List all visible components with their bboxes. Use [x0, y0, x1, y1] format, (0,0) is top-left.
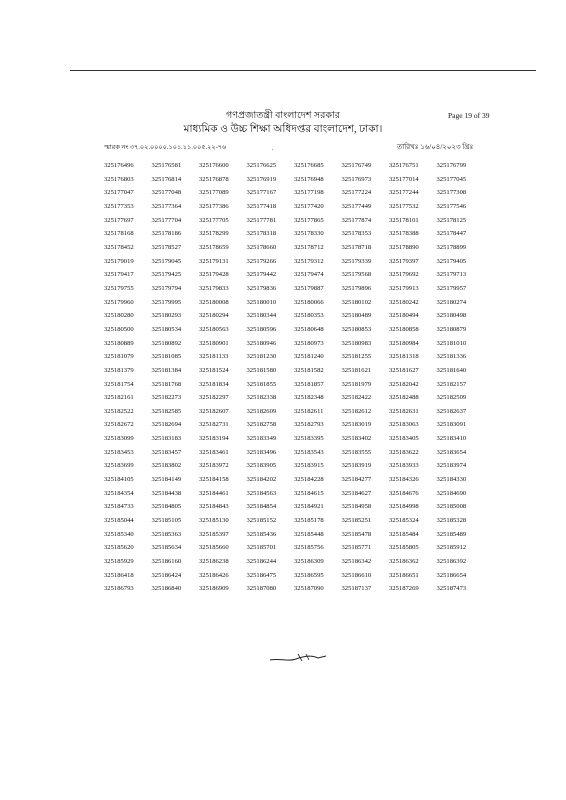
table-row [104, 323, 484, 337]
roll-number-cell: 325177047 [104, 189, 134, 197]
table-row [104, 214, 484, 228]
roll-number-cell: 325179428 [199, 271, 229, 279]
roll-number-cell: 325181379 [104, 366, 134, 374]
roll-number-cell: 325180489 [341, 312, 372, 320]
roll-number-cell: 325185634 [151, 544, 182, 552]
roll-number-cell: 325186342 [341, 558, 372, 566]
roll-number-cell: 325183654 [436, 448, 467, 456]
roll-number-cell: 325182637 [436, 407, 467, 415]
roll-number-cell: 325184563 [246, 489, 277, 497]
roll-number-cell: 325186595 [294, 571, 324, 579]
roll-number-cell: 325180242 [389, 298, 419, 306]
roll-number-cell: 325177198 [294, 189, 324, 197]
roll-number-cell: 325178447 [436, 230, 467, 238]
roll-number-cell: 325186651 [389, 571, 419, 579]
roll-number-cell: 325177420 [294, 202, 324, 210]
roll-number-cell: 325178452 [104, 243, 134, 251]
roll-number-cell: 325186475 [246, 571, 277, 579]
roll-number-cell: 325176973 [341, 175, 372, 183]
roll-number-cell: 325186238 [199, 558, 229, 566]
roll-number-cell: 325179405 [436, 257, 467, 265]
roll-number-cell: 325178186 [151, 230, 182, 238]
page-number: Page 19 of 39 [448, 111, 490, 120]
roll-number-cell: 325187269 [389, 585, 419, 593]
table-row [104, 391, 484, 405]
roll-number-cell: 325185105 [151, 517, 182, 525]
roll-number-cell: 325180596 [246, 325, 277, 333]
roll-number-cell: 325182348 [294, 394, 324, 402]
roll-number-cell: 325182609 [246, 407, 277, 415]
roll-number-cell: 325184854 [246, 503, 277, 511]
roll-number-cell: 325183905 [246, 462, 277, 470]
roll-number-cell: 325177244 [389, 189, 419, 197]
roll-number-cell: 325181318 [389, 353, 419, 361]
roll-number-cell: 325176749 [341, 162, 372, 169]
roll-number-cell: 325180498 [436, 312, 467, 320]
roll-number-cell: 325187137 [341, 585, 372, 593]
roll-number-cell: 325180901 [199, 339, 229, 347]
roll-number-cell: 325177704 [151, 216, 182, 224]
roll-number-cell: 325184438 [151, 489, 182, 497]
roll-number-cell: 325181582 [294, 366, 324, 374]
roll-number-cell: 325184277 [341, 476, 372, 484]
roll-number-cell: 325179887 [294, 284, 324, 292]
roll-number-cell: 325181384 [151, 366, 182, 374]
roll-number-cell: 325184998 [389, 503, 419, 511]
roll-number-cell: 325184326 [389, 476, 419, 484]
roll-number-cell: 325179397 [389, 257, 419, 265]
roll-number-cell: 325177865 [294, 216, 324, 224]
roll-number-cell: 325181857 [294, 380, 324, 388]
roll-number-cell: 325179692 [389, 271, 419, 279]
table-row [104, 473, 484, 487]
roll-number-cell: 325186309 [294, 558, 324, 566]
roll-number-cell: 325181240 [294, 353, 324, 361]
roll-number-cell: 325183410 [436, 435, 467, 443]
roll-number-cell: 325185436 [246, 530, 277, 538]
roll-number-cell: 325186244 [246, 558, 277, 566]
roll-number-cell: 325186793 [104, 585, 134, 593]
roll-number-cell: 325183915 [294, 462, 324, 470]
table-row [104, 255, 484, 269]
roll-number-cell: 325183933 [389, 462, 419, 470]
roll-number-cell: 325180010 [246, 298, 277, 306]
table-row [104, 296, 484, 310]
roll-number-cell: 325185251 [341, 517, 372, 525]
roll-number-cell: 325178330 [294, 230, 324, 238]
roll-number-cell: 325183395 [294, 435, 324, 443]
table-row [104, 487, 484, 501]
roll-number-cell: 325185771 [341, 544, 372, 552]
roll-number-cell: 325184158 [199, 476, 229, 484]
roll-number-cell: 325185756 [294, 544, 324, 552]
roll-number-cell: 325179266 [246, 257, 277, 265]
roll-number-cell: 325185363 [151, 530, 182, 538]
roll-number-cell: 325183461 [199, 448, 229, 456]
roll-number-cell: 325178125 [436, 216, 467, 224]
roll-number-cell: 325185178 [294, 517, 324, 525]
roll-number-cell: 325184921 [294, 503, 324, 511]
roll-number-cell: 325185008 [436, 503, 467, 511]
table-row [104, 378, 484, 392]
roll-number-cell: 325181640 [436, 366, 467, 374]
roll-number-cell: 325186392 [436, 558, 467, 566]
roll-number-cell: 325180892 [151, 339, 182, 347]
roll-number-cell: 325178318 [246, 230, 277, 238]
roll-number-cell: 325176685 [294, 162, 324, 169]
roll-number-cell: 325183972 [199, 462, 229, 470]
roll-number-cell: 325181754 [104, 380, 134, 388]
roll-number-cell: 325182793 [294, 421, 324, 429]
roll-number-cell: 325177089 [199, 189, 229, 197]
roll-number-cell: 325183194 [199, 435, 229, 443]
roll-number-cell: 325183974 [436, 462, 467, 470]
roll-number-cell: 325186362 [389, 558, 419, 566]
roll-number-cell: 325182731 [199, 421, 229, 429]
roll-number-cell: 325184690 [436, 489, 467, 497]
roll-number-cell: 325179339 [341, 257, 372, 265]
roll-number-cell: 325182509 [436, 394, 467, 402]
roll-number-cell: 325176803 [104, 175, 134, 183]
roll-number-cell: 325185660 [199, 544, 229, 552]
roll-number-cell: 325181627 [389, 366, 419, 374]
table-row [104, 159, 484, 173]
roll-number-cell: 325180500 [104, 325, 134, 333]
roll-number-cell: 325187090 [294, 585, 324, 593]
roll-number-cell: 325186610 [341, 571, 372, 579]
roll-number-cell: 325184615 [294, 489, 324, 497]
roll-number-cell: 325183091 [436, 421, 467, 429]
roll-number-cell: 325185478 [341, 530, 372, 538]
roll-number-cell: 325185448 [294, 530, 324, 538]
roll-number-cell: 325187473 [436, 585, 467, 593]
roll-number-cell: 325183699 [104, 462, 134, 470]
roll-number-cell: 325181010 [436, 339, 467, 347]
roll-number-cell: 325179794 [151, 284, 182, 292]
roll-number-cell: 325178890 [389, 243, 419, 251]
roll-number-cell: 325180280 [104, 312, 134, 320]
tick-mark: ' [272, 149, 274, 155]
top-rule [70, 70, 536, 71]
roll-number-cell: 325177386 [199, 202, 229, 210]
roll-number-cell: 325186909 [199, 585, 229, 593]
roll-number-cell: 325179913 [389, 284, 419, 292]
table-row [104, 528, 484, 542]
roll-number-cell: 325184461 [199, 489, 229, 497]
memo-number: স্মারক নং ৩৭.০২.০০০০.১০১.১১.০০৫.২২-৭৬ [104, 144, 227, 151]
roll-number-cell: 325181230 [246, 353, 277, 361]
roll-number-cell: 325179713 [436, 271, 467, 279]
roll-number-cell: 325177364 [151, 202, 182, 210]
roll-number-cell: 325184202 [246, 476, 277, 484]
roll-number-cell: 325176878 [199, 175, 229, 183]
roll-number-cell: 325182422 [341, 394, 372, 402]
roll-number-cell: 325182607 [199, 407, 229, 415]
roll-number-cell: 325181133 [199, 353, 229, 361]
roll-number-cell: 325185324 [389, 517, 419, 525]
roll-number-cell: 325178718 [341, 243, 372, 251]
roll-number-cell: 325183555 [341, 448, 372, 456]
roll-number-cell: 325177697 [104, 216, 134, 224]
roll-number-cell: 325182585 [151, 407, 182, 415]
roll-number-cell: 325179833 [199, 284, 229, 292]
roll-number-cell: 325184627 [341, 489, 372, 497]
roll-number-cell: 325176919 [246, 175, 277, 183]
roll-number-cell: 325181621 [341, 366, 372, 374]
roll-number-cell: 325185130 [199, 517, 229, 525]
roll-number-cell: 325183496 [246, 448, 277, 456]
table-row [104, 541, 484, 555]
roll-number-cell: 325183453 [104, 448, 134, 456]
roll-number-cell: 325181768 [151, 380, 182, 388]
roll-number-cell: 325179474 [294, 271, 324, 279]
roll-number-cell: 325182612 [341, 407, 372, 415]
roll-number-cell: 325182273 [151, 394, 182, 402]
roll-number-cell: 325179442 [246, 271, 277, 279]
roll-number-cell: 325180274 [436, 298, 467, 306]
roll-number-cell: 325180494 [389, 312, 419, 320]
roll-number-cell: 325178168 [104, 230, 134, 238]
roll-number-cell: 325180294 [199, 312, 229, 320]
roll-number-cell: 325185484 [389, 530, 419, 538]
roll-number-cell: 325185328 [436, 517, 467, 525]
roll-number-cell: 325184149 [151, 476, 182, 484]
roll-number-cell: 325181979 [341, 380, 372, 388]
roll-number-cell: 325182297 [199, 394, 229, 402]
roll-number-cell: 325183183 [151, 435, 182, 443]
roll-number-cell: 325179896 [341, 284, 372, 292]
roll-number-cell: 325179425 [151, 271, 182, 279]
roll-number-cell: 325180534 [151, 325, 182, 333]
roll-number-cell: 325179417 [104, 271, 134, 279]
roll-number-cell: 325178101 [389, 216, 419, 224]
roll-number-cell: 325186160 [151, 558, 182, 566]
roll-number-cell: 325179960 [104, 298, 134, 306]
roll-number-cell: 325185397 [199, 530, 229, 538]
roll-number-cell: 325178527 [151, 243, 182, 251]
roll-number-cell: 325179836 [246, 284, 277, 292]
roll-number-cell: 325185929 [104, 558, 134, 566]
roll-number-cell: 325186418 [104, 571, 134, 579]
table-row [104, 200, 484, 214]
table-row [104, 418, 484, 432]
roll-number-cell: 325181855 [246, 380, 277, 388]
roll-number-cell: 325177781 [246, 216, 277, 224]
roll-number-cell: 325177874 [341, 216, 372, 224]
roll-number-cell: 325180973 [294, 339, 324, 347]
roll-number-cell: 325185620 [104, 544, 134, 552]
table-row [104, 555, 484, 569]
roll-number-cell: 325180858 [389, 325, 419, 333]
roll-number-cell: 325177167 [246, 189, 277, 197]
roll-number-cell: 325186654 [436, 571, 467, 579]
table-row [104, 241, 484, 255]
roll-number-cell: 325179568 [341, 271, 372, 279]
roll-number-cell: 325177014 [389, 175, 419, 183]
roll-number-cell: 325182522 [104, 407, 134, 415]
roll-number-cell: 325183457 [151, 448, 182, 456]
roll-number-cell: 325177048 [151, 189, 182, 197]
roll-number-cell: 325180946 [246, 339, 277, 347]
roll-number-cell: 325181085 [151, 353, 182, 361]
roll-number-cell: 325183543 [294, 448, 324, 456]
table-row [104, 446, 484, 460]
roll-number-cell: 325183919 [341, 462, 372, 470]
roll-number-cell: 325183019 [341, 421, 372, 429]
roll-number-cell: 325180889 [104, 339, 134, 347]
roll-number-cell: 325179045 [151, 257, 182, 265]
roll-number-cell: 325181255 [341, 353, 372, 361]
roll-number-cell: 325176948 [294, 175, 324, 183]
table-row [104, 405, 484, 419]
roll-number-cell: 325181524 [199, 366, 229, 374]
roll-number-cell: 325180563 [199, 325, 229, 333]
roll-number-cell: 325182488 [389, 394, 419, 402]
roll-number-cell: 325176799 [436, 162, 467, 169]
table-row [104, 173, 484, 187]
table-row [104, 500, 484, 514]
roll-number-cell: 325179755 [104, 284, 134, 292]
table-row [104, 514, 484, 528]
roll-number-cell: 325180879 [436, 325, 467, 333]
roll-number-cell: 325178712 [294, 243, 324, 251]
roll-number-cell: 325177353 [104, 202, 134, 210]
roll-number-cell: 325179995 [151, 298, 182, 306]
table-row [104, 227, 484, 241]
roll-number-cell: 325178659 [199, 243, 229, 251]
roll-number-cell: 325185489 [436, 530, 467, 538]
roll-number-cell: 325177532 [389, 202, 419, 210]
roll-number-cell: 325184676 [389, 489, 419, 497]
roll-number-cell: 325182042 [389, 380, 419, 388]
roll-number-cell: 325186840 [151, 585, 182, 593]
roll-number-cell: 325180984 [389, 339, 419, 347]
roll-number-cell: 325185805 [389, 544, 419, 552]
roll-number-cell: 325184958 [341, 503, 372, 511]
table-row [104, 364, 484, 378]
roll-number-cell: 325184733 [104, 503, 134, 511]
roll-number-cell: 325182157 [436, 380, 467, 388]
roll-number-cell: 325183063 [389, 421, 419, 429]
roll-number-cell: 325182672 [104, 421, 134, 429]
table-row [104, 268, 484, 282]
roll-number-cell: 325182631 [389, 407, 419, 415]
roll-number-cell: 325176600 [199, 162, 229, 169]
roll-number-cell: 325184105 [104, 476, 134, 484]
roll-number-cell: 325177418 [246, 202, 277, 210]
roll-number-cell: 325180983 [341, 339, 372, 347]
roll-number-cell: 325177308 [436, 189, 467, 197]
roll-number-cell: 325182161 [104, 394, 134, 402]
roll-number-cell: 325177449 [341, 202, 372, 210]
table-row [104, 337, 484, 351]
issue-date: তারিখঃ ১৬/০৪/২০২৩ খ্রিঃ [397, 143, 474, 151]
roll-number-cell: 325178353 [341, 230, 372, 238]
roll-number-cell: 325185340 [104, 530, 134, 538]
roll-number-cell: 325180344 [246, 312, 277, 320]
roll-number-cell: 325177224 [341, 189, 372, 197]
roll-number-cell: 325185152 [246, 517, 277, 525]
roll-number-cell: 325180853 [341, 325, 372, 333]
roll-number-cell: 325180648 [294, 325, 324, 333]
roll-number-cell: 325182694 [151, 421, 182, 429]
roll-number-cell: 325184805 [151, 503, 182, 511]
roll-number-cell: 325176751 [389, 162, 419, 169]
table-row [104, 582, 484, 596]
roll-number-cell: 325186424 [151, 571, 182, 579]
roll-number-cell: 325184354 [104, 489, 134, 497]
roll-number-cell: 325184843 [199, 503, 229, 511]
roll-number-cell: 325183099 [104, 435, 134, 443]
roll-number-cell: 325187080 [246, 585, 277, 593]
table-row [104, 459, 484, 473]
roll-number-cell: 325183802 [151, 462, 182, 470]
roll-number-cell: 325179957 [436, 284, 467, 292]
roll-number-cell: 325183405 [389, 435, 419, 443]
roll-number-cell: 325178299 [199, 230, 229, 238]
roll-number-cell: 325180066 [294, 298, 324, 306]
roll-number-cell: 325181580 [246, 366, 277, 374]
roll-number-cell: 325181079 [104, 353, 134, 361]
roll-number-cell: 325179019 [104, 257, 134, 265]
table-row [104, 309, 484, 323]
table-row [104, 350, 484, 364]
table-row [104, 282, 484, 296]
government-title: গণপ্রজাতন্ত্রী বাংলাদেশ সরকার [225, 111, 341, 121]
roll-number-cell: 325183349 [246, 435, 277, 443]
roll-number-cell: 325182338 [246, 394, 277, 402]
roll-number-cell: 325179131 [199, 257, 229, 265]
roll-number-cell: 325177705 [199, 216, 229, 224]
roll-number-cell: 325182611 [294, 407, 324, 415]
roll-number-cell: 325179312 [294, 257, 324, 265]
roll-number-cell: 325178388 [389, 230, 419, 238]
roll-number-cell: 325180293 [151, 312, 182, 320]
roll-number-table [104, 159, 484, 596]
roll-number-cell: 325180353 [294, 312, 324, 320]
roll-number-cell: 325176496 [104, 162, 134, 169]
department-title: মাধ্যমিক ও উচ্চ শিক্ষা অধিদপ্তর বাংলাদেশ, ঢাকা। [183, 124, 383, 135]
table-row [104, 432, 484, 446]
roll-number-cell: 325178660 [246, 243, 277, 251]
roll-number-cell: 325186426 [199, 571, 229, 579]
roll-number-cell: 325180102 [341, 298, 372, 306]
roll-number-cell: 325181336 [436, 353, 467, 361]
signature-mark [268, 650, 328, 664]
roll-number-cell: 325185912 [436, 544, 467, 552]
roll-number-cell: 325185044 [104, 517, 134, 525]
table-row [104, 569, 484, 583]
roll-number-cell: 325183402 [341, 435, 372, 443]
roll-number-cell: 325181834 [199, 380, 229, 388]
roll-number-cell: 325176625 [246, 162, 277, 169]
roll-number-cell: 325182758 [246, 421, 277, 429]
roll-number-cell: 325177546 [436, 202, 467, 210]
roll-number-cell: 325178899 [436, 243, 467, 251]
roll-number-cell: 325185701 [246, 544, 277, 552]
roll-number-cell: 325180008 [199, 298, 229, 306]
roll-number-cell: 325176814 [151, 175, 182, 183]
roll-number-cell: 325184228 [294, 476, 324, 484]
roll-number-cell: 325183622 [389, 448, 419, 456]
roll-number-cell: 325176581 [151, 162, 182, 169]
table-row [104, 186, 484, 200]
roll-number-cell: 325184330 [436, 476, 467, 484]
roll-number-cell: 325177045 [436, 175, 467, 183]
